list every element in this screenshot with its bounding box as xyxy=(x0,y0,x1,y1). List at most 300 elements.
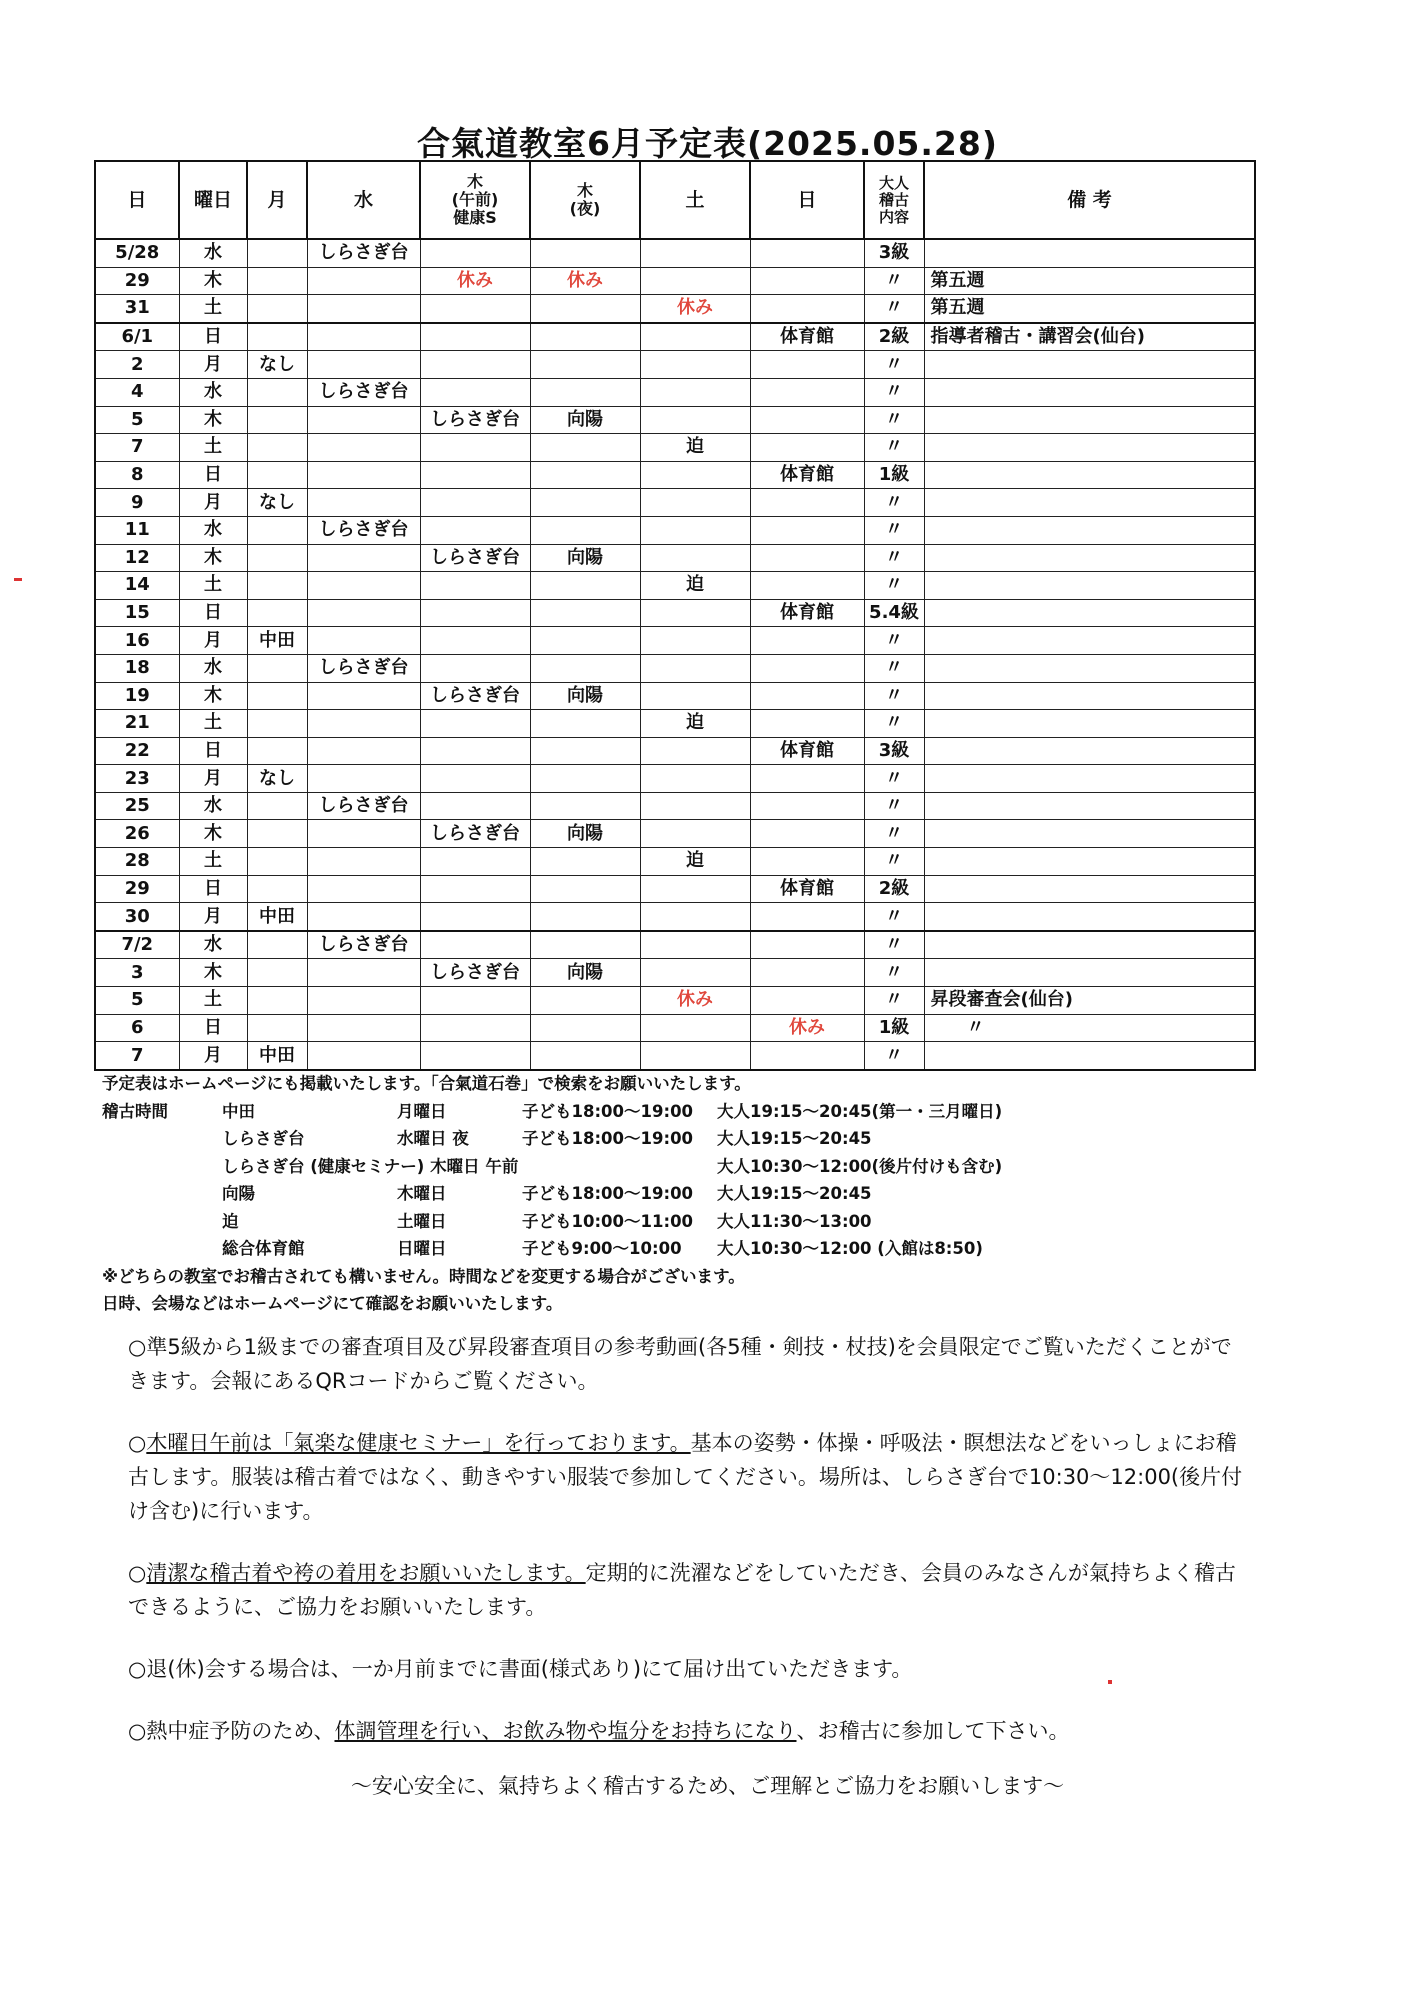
table-cell-thpm xyxy=(530,1042,640,1070)
table-cell-sun xyxy=(750,351,864,379)
table-cell-sat xyxy=(640,765,750,793)
table-cell-tham: 休み xyxy=(420,267,530,295)
table-cell-d: 11 xyxy=(95,516,179,544)
table-cell-thpm xyxy=(530,572,640,600)
note-text: ○準5級から1級までの審査項目及び昇段審査項目の参考動画(各5種・剣技・杖技)を会員限定でご覧いただくことができます。会報にあるQRコードからご覧ください。 xyxy=(128,1335,1232,1393)
table-cell-sat xyxy=(640,267,750,295)
table-cell-lv: 〃 xyxy=(864,489,924,517)
info-text: 水曜日 夜 xyxy=(397,1129,469,1148)
table-cell-lv: 〃 xyxy=(864,434,924,462)
table-cell-sat: 迫 xyxy=(640,434,750,462)
table-row xyxy=(95,737,1255,765)
table-cell-thpm xyxy=(530,461,640,489)
table-cell-mon: なし xyxy=(247,765,307,793)
table-cell-d: 7 xyxy=(95,1042,179,1070)
table-row xyxy=(95,378,1255,406)
closing-message: ～安心安全に、氣持ちよく稽古するため、ご理解とご協力をお願いします～ xyxy=(350,1774,1065,1798)
table-cell-tham: しらさぎ台 xyxy=(420,406,530,434)
info-text: 子ども18:00～19:00 xyxy=(522,1101,694,1121)
table-cell-d: 5/28 xyxy=(95,239,179,267)
table-cell-d: 22 xyxy=(95,737,179,765)
header-cell: 月 xyxy=(247,161,307,239)
table-cell-thpm: 向陽 xyxy=(530,682,640,710)
table-cell-wed xyxy=(307,406,420,434)
table-cell-lv: 〃 xyxy=(864,351,924,379)
table-cell-note xyxy=(924,848,1255,876)
table-cell-w: 日 xyxy=(179,875,247,903)
table-cell-d: 19 xyxy=(95,682,179,710)
table-cell-sat xyxy=(640,1042,750,1070)
info-line xyxy=(102,1153,1342,1181)
table-cell-wed xyxy=(307,267,420,295)
table-cell-mon xyxy=(247,848,307,876)
info-text: 子ども10:00～11:00 xyxy=(522,1211,694,1231)
table-cell-sun: 体育館 xyxy=(750,599,864,627)
info-text: 大人19:15～20:45 xyxy=(717,1184,872,1203)
table-cell-d: 5 xyxy=(95,987,179,1015)
table-cell-sat xyxy=(640,654,750,682)
info-text: 向陽 xyxy=(222,1184,255,1203)
note-text: ○ xyxy=(128,1431,147,1455)
table-cell-mon: なし xyxy=(247,489,307,517)
table-cell-tham xyxy=(420,516,530,544)
table-cell-note xyxy=(924,959,1255,987)
table-cell-d: 6/1 xyxy=(95,323,179,351)
table-cell-sat xyxy=(640,875,750,903)
table-cell-thpm xyxy=(530,239,640,267)
info-text xyxy=(102,1208,222,1236)
table-cell-note xyxy=(924,434,1255,462)
table-cell-lv: 〃 xyxy=(864,848,924,876)
table-cell-d: 28 xyxy=(95,848,179,876)
table-cell-sun xyxy=(750,378,864,406)
table-cell-w: 木 xyxy=(179,544,247,572)
table-cell-sun xyxy=(750,931,864,959)
table-cell-sat xyxy=(640,599,750,627)
table-cell-w: 木 xyxy=(179,820,247,848)
table-cell-thpm xyxy=(530,1014,640,1042)
table-cell-note xyxy=(924,544,1255,572)
table-cell-thpm xyxy=(530,931,640,959)
table-cell-d: 14 xyxy=(95,572,179,600)
table-cell-tham xyxy=(420,599,530,627)
table-row xyxy=(95,239,1255,267)
table-cell-thpm xyxy=(530,710,640,738)
table-cell-w: 月 xyxy=(179,351,247,379)
table-cell-mon: 中田 xyxy=(247,627,307,655)
table-cell-w: 土 xyxy=(179,434,247,462)
table-cell-mon: 中田 xyxy=(247,1042,307,1070)
table-cell-lv: 〃 xyxy=(864,267,924,295)
table-cell-sun xyxy=(750,848,864,876)
table-cell-wed xyxy=(307,959,420,987)
note-paragraph xyxy=(128,1556,1248,1624)
table-row xyxy=(95,627,1255,655)
table-cell-thpm xyxy=(530,489,640,517)
table-row xyxy=(95,848,1255,876)
info-line xyxy=(102,1098,1342,1126)
info-text: 子ども18:00～19:00 xyxy=(522,1184,694,1203)
table-cell-thpm xyxy=(530,516,640,544)
table-cell-sun xyxy=(750,792,864,820)
table-cell-note xyxy=(924,903,1255,931)
table-cell-thpm: 向陽 xyxy=(530,406,640,434)
info-text xyxy=(102,1235,222,1263)
table-row xyxy=(95,765,1255,793)
table-cell-sat xyxy=(640,1014,750,1042)
info-line xyxy=(102,1180,1342,1208)
table-cell-tham xyxy=(420,903,530,931)
info-line xyxy=(102,1263,1342,1291)
stray-mark xyxy=(14,578,22,581)
table-cell-tham xyxy=(420,875,530,903)
table-cell-d: 5 xyxy=(95,406,179,434)
table-cell-sat xyxy=(640,959,750,987)
table-cell-mon xyxy=(247,323,307,351)
table-cell-sun xyxy=(750,267,864,295)
table-cell-sat xyxy=(640,792,750,820)
table-cell-sat xyxy=(640,820,750,848)
table-cell-w: 水 xyxy=(179,931,247,959)
table-cell-lv: 2級 xyxy=(864,323,924,351)
table-cell-note xyxy=(924,792,1255,820)
table-cell-mon xyxy=(247,599,307,627)
table-cell-w: 月 xyxy=(179,765,247,793)
info-text: 日曜日 xyxy=(397,1239,447,1258)
table-cell-tham xyxy=(420,239,530,267)
table-cell-tham xyxy=(420,434,530,462)
note-text: ○熱中症予防のため、 xyxy=(128,1719,335,1743)
page-title: 合氣道教室6月予定表(2025.05.28) xyxy=(417,124,998,163)
table-cell-sun: 体育館 xyxy=(750,461,864,489)
table-cell-sun xyxy=(750,544,864,572)
schedule-body xyxy=(95,239,1255,1070)
table-cell-sun xyxy=(750,682,864,710)
table-cell-sun xyxy=(750,406,864,434)
table-cell-lv: 〃 xyxy=(864,1042,924,1070)
table-cell-w: 日 xyxy=(179,737,247,765)
table-cell-wed xyxy=(307,544,420,572)
table-cell-wed xyxy=(307,1042,420,1070)
info-text: 中田 xyxy=(222,1101,255,1121)
table-cell-lv: 〃 xyxy=(864,544,924,572)
info-text: 木曜日 xyxy=(397,1184,447,1203)
table-cell-wed xyxy=(307,489,420,517)
table-cell-note xyxy=(924,461,1255,489)
header-cell: 日 xyxy=(95,161,179,239)
table-cell-thpm xyxy=(530,627,640,655)
info-text: 大人11:30～13:00 xyxy=(717,1211,872,1231)
table-cell-tham xyxy=(420,572,530,600)
table-cell-thpm xyxy=(530,351,640,379)
table-row xyxy=(95,599,1255,627)
table-cell-d: 21 xyxy=(95,710,179,738)
table-cell-mon xyxy=(247,544,307,572)
note-text: 基本の姿勢・体操・呼吸法・瞑想法などをいっしょにお稽古します。服装は稽古着ではなく、動きやすい服装で参加してください。場所は、しらさぎ台で10:30～12:00(後片付け含む)に行います。 xyxy=(128,1431,1243,1523)
table-cell-tham xyxy=(420,295,530,323)
table-cell-d: 8 xyxy=(95,461,179,489)
table-cell-sat xyxy=(640,323,750,351)
table-cell-mon xyxy=(247,875,307,903)
table-cell-wed: しらさぎ台 xyxy=(307,378,420,406)
table-row xyxy=(95,406,1255,434)
table-cell-sat xyxy=(640,544,750,572)
table-row xyxy=(95,931,1255,959)
table-cell-sat xyxy=(640,489,750,517)
table-cell-sat xyxy=(640,931,750,959)
table-cell-w: 月 xyxy=(179,903,247,931)
table-cell-tham xyxy=(420,931,530,959)
table-cell-mon: なし xyxy=(247,351,307,379)
table-cell-w: 水 xyxy=(179,378,247,406)
table-cell-note xyxy=(924,737,1255,765)
table-cell-sun: 体育館 xyxy=(750,737,864,765)
info-text: ※どちらの教室でお稽古されても構いません。時間などを変更する場合がございます。 xyxy=(102,1266,745,1286)
table-cell-d: 25 xyxy=(95,792,179,820)
table-cell-lv: 〃 xyxy=(864,572,924,600)
info-text: 子ども9:00～10:00 xyxy=(522,1239,682,1258)
table-cell-sun xyxy=(750,516,864,544)
table-cell-lv: 〃 xyxy=(864,765,924,793)
table-row xyxy=(95,489,1255,517)
table-cell-sat: 迫 xyxy=(640,572,750,600)
info-text: しらさぎ台 (健康セミナー) 木曜日 午前 xyxy=(222,1156,519,1176)
info-text: 総合体育館 xyxy=(222,1239,305,1258)
table-cell-tham: しらさぎ台 xyxy=(420,820,530,848)
table-cell-wed xyxy=(307,1014,420,1042)
table-cell-lv: 1級 xyxy=(864,1014,924,1042)
info-text xyxy=(102,1153,222,1181)
table-cell-wed xyxy=(307,627,420,655)
table-cell-mon xyxy=(247,239,307,267)
table-cell-lv: 〃 xyxy=(864,820,924,848)
table-cell-lv: 〃 xyxy=(864,931,924,959)
table-row xyxy=(95,820,1255,848)
table-cell-mon xyxy=(247,434,307,462)
table-cell-w: 日 xyxy=(179,599,247,627)
table-cell-lv: 〃 xyxy=(864,654,924,682)
table-cell-sat xyxy=(640,351,750,379)
table-cell-lv: 〃 xyxy=(864,406,924,434)
table-cell-d: 7/2 xyxy=(95,931,179,959)
table-cell-wed xyxy=(307,710,420,738)
table-cell-note: 第五週 xyxy=(924,267,1255,295)
table-cell-d: 12 xyxy=(95,544,179,572)
table-cell-sat xyxy=(640,378,750,406)
table-cell-sun xyxy=(750,710,864,738)
table-cell-tham xyxy=(420,627,530,655)
table-cell-d: 9 xyxy=(95,489,179,517)
table-cell-wed: しらさぎ台 xyxy=(307,931,420,959)
table-cell-sat xyxy=(640,903,750,931)
header-cell: 日 xyxy=(750,161,864,239)
table-cell-tham xyxy=(420,323,530,351)
table-cell-w: 木 xyxy=(179,959,247,987)
table-cell-tham xyxy=(420,848,530,876)
table-cell-note xyxy=(924,351,1255,379)
table-cell-sat xyxy=(640,239,750,267)
table-row xyxy=(95,682,1255,710)
header-cell: 木 (午前) 健康S xyxy=(420,161,530,239)
table-cell-note xyxy=(924,378,1255,406)
note-paragraph xyxy=(128,1652,1248,1686)
table-cell-note xyxy=(924,682,1255,710)
table-cell-lv: 〃 xyxy=(864,295,924,323)
table-cell-note xyxy=(924,1042,1255,1070)
table-cell-sat: 休み xyxy=(640,987,750,1015)
table-cell-w: 土 xyxy=(179,572,247,600)
table-cell-w: 日 xyxy=(179,461,247,489)
table-cell-mon xyxy=(247,406,307,434)
table-cell-wed xyxy=(307,351,420,379)
table-cell-d: 26 xyxy=(95,820,179,848)
info-line xyxy=(102,1070,1342,1098)
info-text: 大人10:30～12:00 (入館は8:50) xyxy=(717,1239,983,1258)
table-cell-w: 水 xyxy=(179,654,247,682)
table-cell-mon xyxy=(247,820,307,848)
table-cell-d: 30 xyxy=(95,903,179,931)
table-cell-lv: 2級 xyxy=(864,875,924,903)
table-cell-mon xyxy=(247,295,307,323)
table-cell-d: 29 xyxy=(95,267,179,295)
table-row xyxy=(95,516,1255,544)
table-cell-thpm: 向陽 xyxy=(530,959,640,987)
table-cell-wed: しらさぎ台 xyxy=(307,792,420,820)
table-cell-sun xyxy=(750,239,864,267)
table-cell-wed xyxy=(307,903,420,931)
table-cell-d: 31 xyxy=(95,295,179,323)
table-row xyxy=(95,987,1255,1015)
table-cell-sun xyxy=(750,654,864,682)
table-cell-thpm xyxy=(530,792,640,820)
table-cell-w: 月 xyxy=(179,627,247,655)
table-cell-sat: 休み xyxy=(640,295,750,323)
table-cell-sun xyxy=(750,1042,864,1070)
table-cell-lv: 〃 xyxy=(864,792,924,820)
table-cell-w: 土 xyxy=(179,710,247,738)
table-cell-tham xyxy=(420,737,530,765)
table-cell-w: 土 xyxy=(179,987,247,1015)
header-cell: 曜日 xyxy=(179,161,247,239)
table-cell-note xyxy=(924,765,1255,793)
table-cell-note xyxy=(924,572,1255,600)
info-line xyxy=(102,1235,1342,1263)
info-text: 迫 xyxy=(222,1211,239,1231)
table-cell-tham: しらさぎ台 xyxy=(420,544,530,572)
table-cell-lv: 3級 xyxy=(864,737,924,765)
table-cell-wed xyxy=(307,848,420,876)
table-cell-wed xyxy=(307,875,420,903)
note-text: ○退(休)会する場合は、一か月前までに書面(様式あり)にて届け出ていただきます。 xyxy=(128,1657,913,1681)
table-cell-sun xyxy=(750,820,864,848)
table-cell-note xyxy=(924,931,1255,959)
table-cell-wed xyxy=(307,765,420,793)
table-cell-mon xyxy=(247,267,307,295)
table-cell-tham xyxy=(420,351,530,379)
table-cell-w: 木 xyxy=(179,267,247,295)
table-cell-thpm: 向陽 xyxy=(530,820,640,848)
table-cell-note: 昇段審査会(仙台) xyxy=(924,987,1255,1015)
table-cell-wed: しらさぎ台 xyxy=(307,654,420,682)
table-cell-d: 15 xyxy=(95,599,179,627)
table-cell-sat: 迫 xyxy=(640,848,750,876)
table-cell-w: 水 xyxy=(179,792,247,820)
table-cell-lv: 〃 xyxy=(864,682,924,710)
table-cell-d: 18 xyxy=(95,654,179,682)
table-cell-sun: 体育館 xyxy=(750,875,864,903)
table-cell-w: 土 xyxy=(179,848,247,876)
table-cell-sun xyxy=(750,295,864,323)
table-cell-note xyxy=(924,820,1255,848)
note-text: ○ xyxy=(128,1561,147,1585)
table-cell-lv: 〃 xyxy=(864,516,924,544)
table-cell-wed xyxy=(307,295,420,323)
table-cell-sun xyxy=(750,434,864,462)
table-cell-tham xyxy=(420,378,530,406)
note-text: 定期的に洗濯などをしていただき、会員のみなさんが氣持ちよく稽古できるように、ご協力をお願いいたします。 xyxy=(128,1561,1236,1619)
table-cell-mon xyxy=(247,931,307,959)
table-cell-lv: 〃 xyxy=(864,959,924,987)
table-row xyxy=(95,323,1255,351)
table-cell-tham xyxy=(420,1042,530,1070)
table-cell-tham xyxy=(420,987,530,1015)
table-cell-w: 月 xyxy=(179,1042,247,1070)
info-text: 大人10:30～12:00(後片付けも含む) xyxy=(717,1156,1003,1176)
table-cell-thpm: 向陽 xyxy=(530,544,640,572)
table-cell-tham: しらさぎ台 xyxy=(420,959,530,987)
header-cell: 大人 稽古 内容 xyxy=(864,161,924,239)
table-cell-lv: 〃 xyxy=(864,710,924,738)
table-row xyxy=(95,654,1255,682)
table-cell-sun: 休み xyxy=(750,1014,864,1042)
table-cell-sun xyxy=(750,572,864,600)
table-cell-lv: 〃 xyxy=(864,378,924,406)
table-row xyxy=(95,572,1255,600)
table-cell-sat: 迫 xyxy=(640,710,750,738)
table-cell-note: 指導者稽古・講習会(仙台) xyxy=(924,323,1255,351)
info-text: 月曜日 xyxy=(397,1101,447,1121)
header-cell: 木 (夜) xyxy=(530,161,640,239)
table-cell-wed: しらさぎ台 xyxy=(307,516,420,544)
table-cell-sun xyxy=(750,959,864,987)
table-cell-d: 3 xyxy=(95,959,179,987)
table-cell-thpm xyxy=(530,987,640,1015)
table-cell-note xyxy=(924,627,1255,655)
header-cell: 備 考 xyxy=(924,161,1255,239)
table-cell-thpm xyxy=(530,378,640,406)
table-cell-thpm xyxy=(530,434,640,462)
table-cell-tham xyxy=(420,654,530,682)
table-cell-sun xyxy=(750,627,864,655)
table-cell-d: 29 xyxy=(95,875,179,903)
table-row xyxy=(95,792,1255,820)
table-cell-thpm xyxy=(530,599,640,627)
info-text: 土曜日 xyxy=(397,1211,447,1231)
table-header-row xyxy=(95,161,1255,239)
table-cell-mon xyxy=(247,959,307,987)
table-row xyxy=(95,710,1255,738)
table-cell-wed xyxy=(307,682,420,710)
table-cell-wed: しらさぎ台 xyxy=(307,239,420,267)
table-row xyxy=(95,1042,1255,1070)
table-cell-mon xyxy=(247,682,307,710)
note-text: 清潔な稽古着や袴の着用をお願いいたします。 xyxy=(146,1561,586,1585)
table-cell-w: 日 xyxy=(179,323,247,351)
table-cell-d: 7 xyxy=(95,434,179,462)
table-row xyxy=(95,267,1255,295)
info-text: 大人19:15～20:45(第一・三月曜日) xyxy=(717,1101,1003,1121)
table-cell-lv: 1級 xyxy=(864,461,924,489)
